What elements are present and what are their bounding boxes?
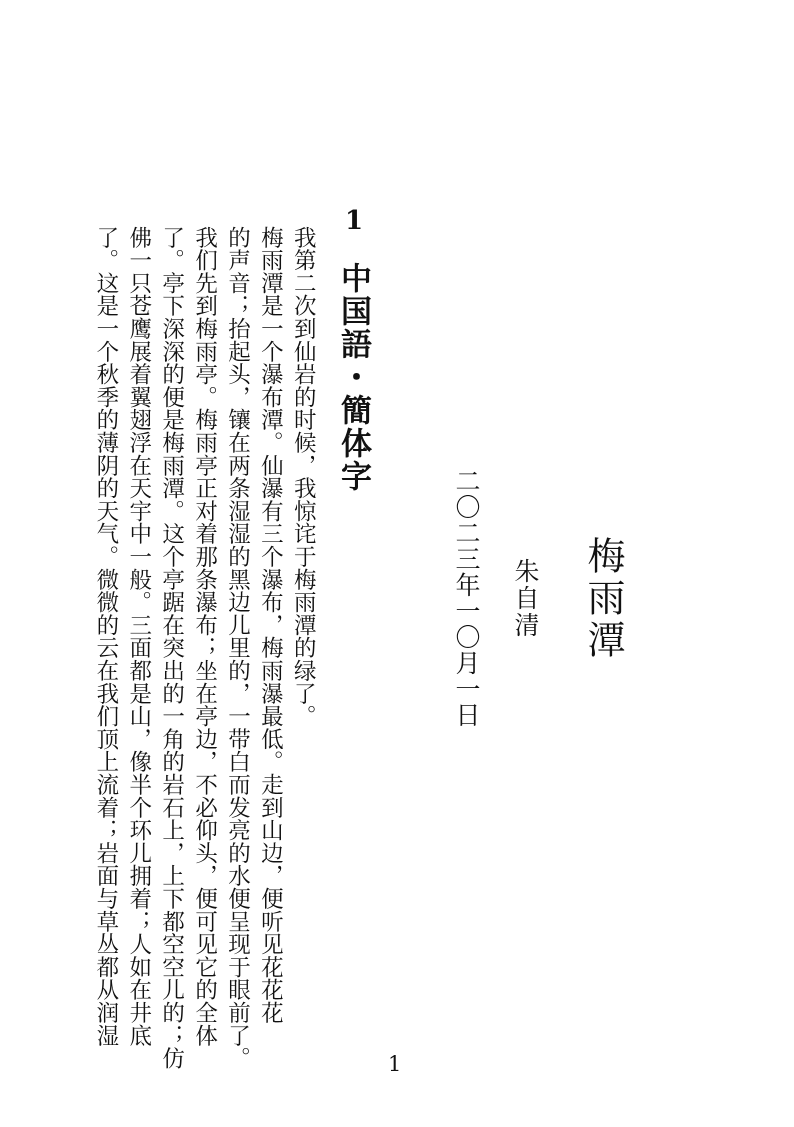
chapter-number: 1 bbox=[344, 206, 364, 236]
body-column-3: 的声音；抬起头，镶在两条湿湿的黑边儿里的，一带白而发亮的水便呈现于眼前了。 bbox=[224, 226, 251, 1070]
body-column-5: 了。亭下深深的便是梅雨潭。这个亭踞在突出的一角的岩石上，上下都空空儿的；仿 bbox=[158, 226, 185, 1070]
body-column-6: 佛一只苍鹰展着翼翅浮在天宇中一般。三面都是山，像半个环儿拥着；人如在井底 bbox=[125, 226, 152, 1047]
body-column-4: 我们先到梅雨亭。梅雨亭正对着那条瀑布；坐在亭边，不必仰头，便可见它的全体 bbox=[191, 226, 218, 1047]
body-column-7: 了。这是一个秋季的薄阴的天气。微微的云在我们顶上流着；岩面与草丛都从润湿 bbox=[92, 226, 119, 1047]
document-date: 二〇二三年一〇月一日 bbox=[452, 468, 481, 728]
chapter-heading bbox=[325, 208, 375, 493]
body-column-2: 梅雨潭是一个瀑布潭。仙瀑有三个瀑布，梅雨瀑最低。走到山边，便听见花花花 bbox=[257, 226, 284, 1024]
body-text bbox=[84, 226, 317, 1070]
chapter-title: 中国語・簡体字 bbox=[335, 262, 371, 493]
document-title: 梅雨潭 bbox=[581, 536, 625, 662]
body-column-1: 我第二次到仙岩的时候，我惊诧于梅雨潭的绿了。 bbox=[290, 226, 317, 728]
document-author: 朱自清 bbox=[511, 558, 540, 639]
page-number: 1 bbox=[388, 1052, 402, 1076]
